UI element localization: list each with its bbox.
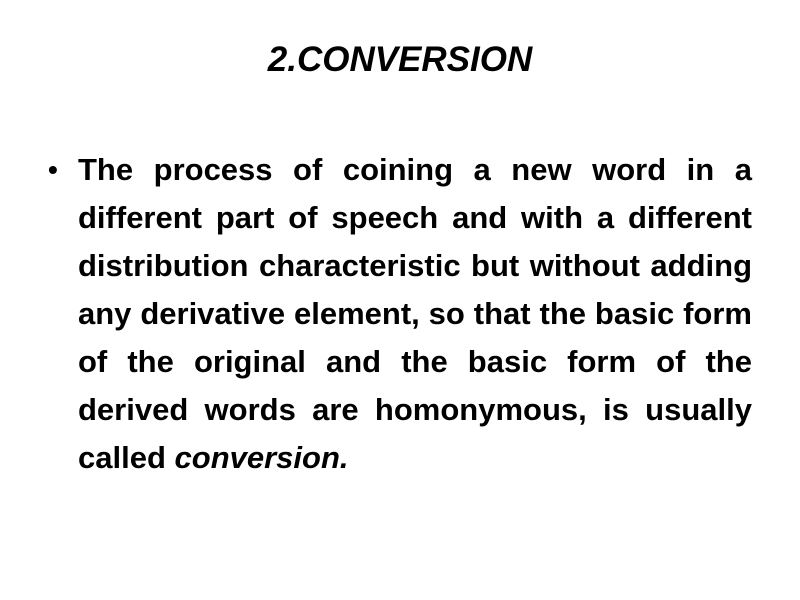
bullet-list [48, 146, 752, 482]
bullet-item [48, 146, 752, 482]
defined-term: conversion [174, 440, 340, 475]
bullet-text [78, 146, 752, 482]
term-period: . [339, 440, 349, 475]
slide-title: 2.CONVERSION [267, 40, 533, 79]
bullet-dot-icon: • [48, 154, 58, 185]
definition-text: The process of coining a new word in a different part of speech and with a different distribution characteristic but without adding any derivative element, so that the basic form of the original and the basic form of the derived words are homonymous, is usually called [78, 152, 752, 475]
